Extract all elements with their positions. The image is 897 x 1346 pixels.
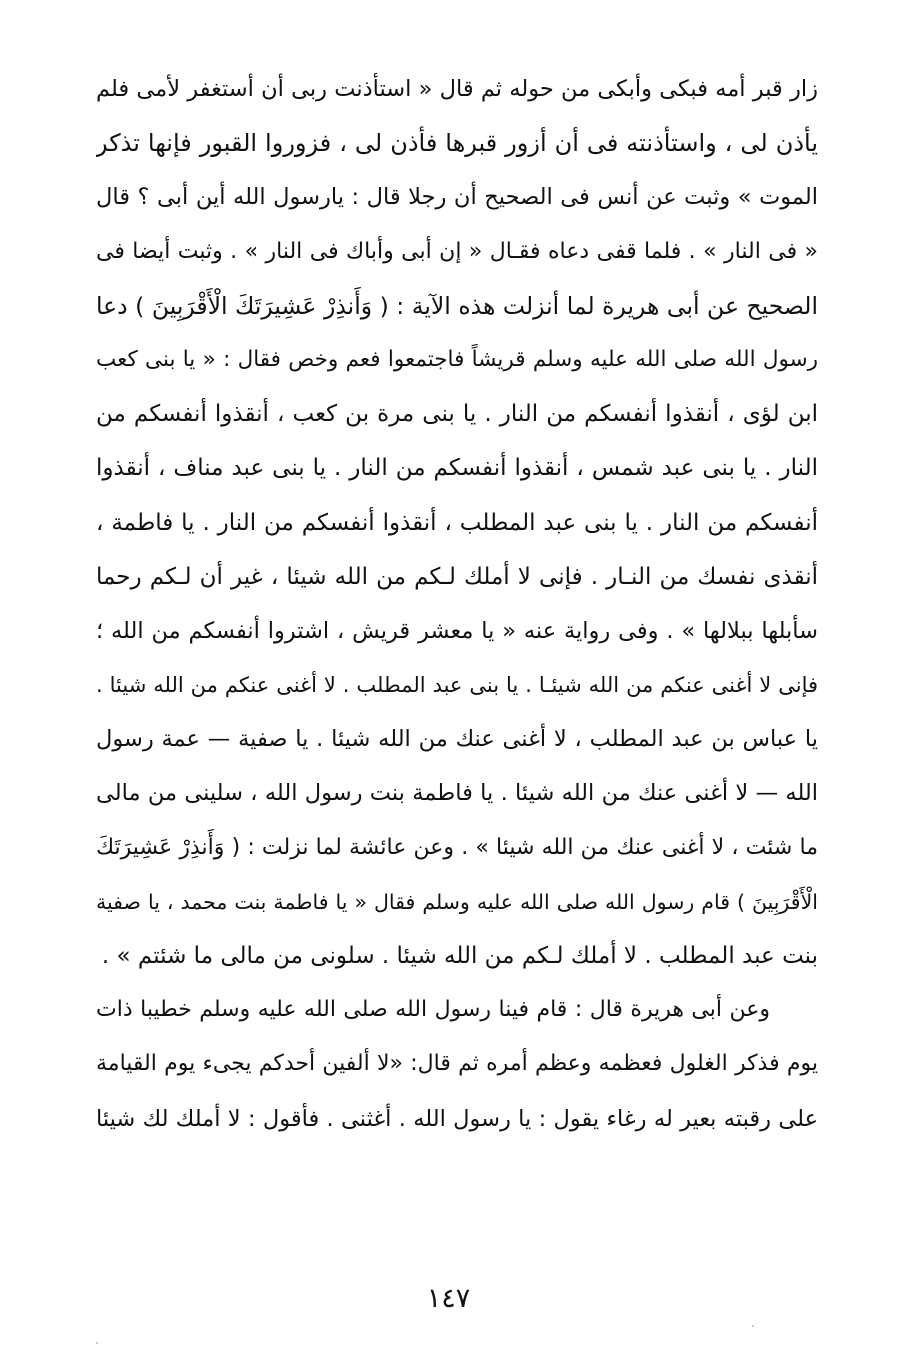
text-line: زار قبر أمه فبكى وأبكى من حوله ثم قال « استأذنت ربى أن أستغفر لأمى فلم (96, 76, 818, 102)
text-line: الموت » وثبت عن أنس فى الصحيح أن رجلا قال : يارسول الله أين أبى ؟ قال (96, 184, 818, 211)
scan-speck (96, 1342, 98, 1344)
text-line: سأبلها ببلالها » . وفى رواية عنه « يا معشر قريش ، اشتروا أنفسكم من الله ؛ (96, 617, 818, 644)
scan-speck (752, 1325, 754, 1327)
text-line: الصحيح عن أبى هريرة لما أنزلت هذه الآية : ( وَأَنذِرْ عَشِيرَتَكَ الْأَقْرَبِينَ ) دعا (96, 291, 818, 320)
text-line: أنفسكم من النار . يا بنى عبد المطلب ، أنقذوا أنفسكم من النار . يا فاطمة ، (96, 509, 818, 536)
text-line: النار . يا بنى عبد شمس ، أنقذوا أنفسكم من النار . يا بنى عبد مناف ، أنقذوا (96, 455, 818, 482)
text-line: ما شئت ، لا أغنى عنك من الله شيئا » . وعن عائشة لما نزلت : ( وَأَنذِرْ عَشِيرَتَكَ (96, 834, 818, 860)
text-line: يا عباس بن عبد المطلب ، لا أغنى عنك من الله شيئا . يا صفية — عمة رسول (96, 726, 818, 753)
text-line: « فى النار » . فلما قفى دعاه فقـال « إن أبى وأباك فى النار » . وثبت أيضا فى (96, 238, 818, 264)
text-line: رسول الله صلى الله عليه وسلم قريشاً فاجتمعوا فعم وخص فقال : « يا بنى كعب (96, 346, 818, 372)
text-line: فإنى لا أغنى عنكم من الله شيئـا . يا بنى عبد المطلب . لا أغنى عنكم من الله شيئا . (96, 673, 818, 698)
text-line: يوم فذكر الغلول فعظمه وعظم أمره ثم قال: «لا ألفين أحدكم يجىء يوم القيامة (96, 1051, 818, 1077)
text-line: الله — لا أغنى عنك من الله شيئا . يا فاطمة بنت رسول الله ، سلينى من مالى (96, 780, 818, 807)
text-line: على رقبته بعير له رغاء يقول : يا رسول الله . أغثنى . فأقول : لا أملك لك شيئا (96, 1105, 818, 1132)
text-line: بنت عبد المطلب . لا أملك لـكم من الله شيئا . سلونى من مالى ما شئتم » . (101, 943, 818, 969)
text-line: الْأَقْرَبِينَ ) قام رسول الله صلى الله عليه وسلم فقال « يا فاطمة بنت محمد ، يا صفية (96, 889, 818, 914)
text-line: أنقذى نفسك من النـار . فإنى لا أملك لـكم من الله شيئا ، غير أن لـكم رحما (96, 563, 818, 590)
text-line: ابن لؤى ، أنقذوا أنفسكم من النار . يا بنى مرة بن كعب ، أنقذوا أنفسكم من (96, 401, 818, 428)
body-text (96, 62, 818, 1146)
page-number: ١٤٧ (426, 1283, 471, 1314)
text-line: يأذن لى ، واستأذنته فى أن أزور قبرها فأذن لى ، فزوروا القبور فإنها تذكر (96, 129, 818, 158)
text-line: وعن أبى هريرة قال : قام فينا رسول الله صلى الله عليه وسلم خطيبا ذات (96, 997, 770, 1023)
